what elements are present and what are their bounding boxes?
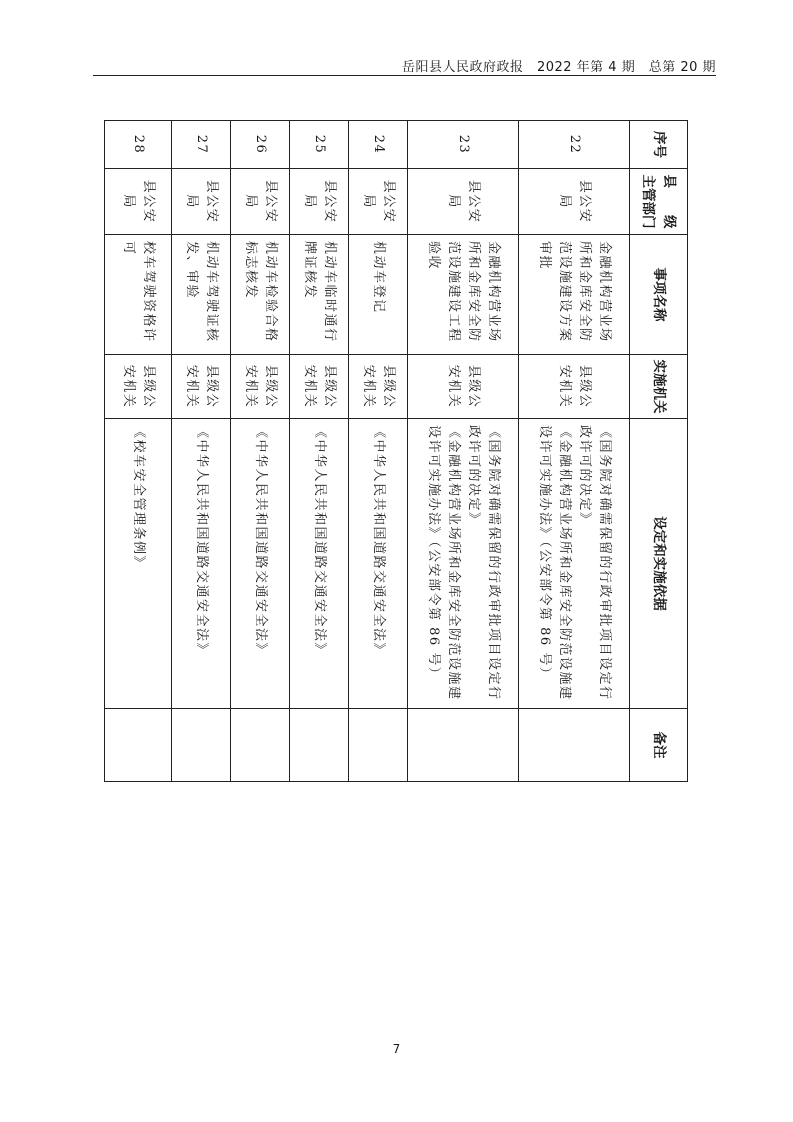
cell-name: 机动车检验合格标志核发 [231, 235, 290, 355]
cell-name: 校车驾驶资格许可 [105, 235, 172, 355]
table-row [105, 121, 172, 782]
cell-agency: 县级公安机关 [349, 355, 408, 419]
cell-dept: 县公安局 [408, 169, 519, 235]
cell-basis: 《中华人民共和国道路交通安全法》 [349, 419, 408, 709]
table-row [290, 121, 349, 782]
cell-basis: 《中华人民共和国道路交通安全法》 [231, 419, 290, 709]
cell-basis: 《中华人民共和国道路交通安全法》 [290, 419, 349, 709]
header-dept: 县 级 主管部门 [630, 169, 688, 235]
cell-note [349, 709, 408, 782]
header-rule [93, 75, 716, 76]
cell-basis: 《国务院对确需保留的行政审批项目设定行政许可的决定》 《金融机构营业场所和金库安全防范设施建设许可实施办法》（公安部令第 86 号） [519, 419, 630, 709]
rotated-table-wrapper [105, 120, 688, 781]
cell-basis: 《校车安全管理条例》 [105, 419, 172, 709]
cell-agency: 县级公安机关 [172, 355, 231, 419]
cell-basis: 《国务院对确需保留的行政审批项目设定行政许可的决定》 《金融机构营业场所和金库安全防范设施建设许可实施办法》（公安部令第 86 号） [408, 419, 519, 709]
table-row [349, 121, 408, 782]
items-table [104, 120, 688, 782]
cell-seq: 23 [408, 121, 519, 169]
header-note: 备注 [630, 709, 688, 782]
table-row [408, 121, 519, 782]
cell-name: 机动车登记 [349, 235, 408, 355]
table-row [519, 121, 630, 782]
table-header-row [630, 121, 688, 782]
cell-seq: 27 [172, 121, 231, 169]
table-row [172, 121, 231, 782]
cell-note [105, 709, 172, 782]
cell-seq: 24 [349, 121, 408, 169]
cell-name: 金融机构营业场所和金库安全防范设施建设工程验收 [408, 235, 519, 355]
cell-dept: 县公安局 [349, 169, 408, 235]
page-header: 岳阳县人民政府政报 2022 年第 4 期 总第 20 期 [401, 60, 716, 75]
cell-dept: 县公安局 [519, 169, 630, 235]
cell-agency: 县级公安机关 [105, 355, 172, 419]
header-seq: 序号 [630, 121, 688, 169]
header-name: 事项名称 [630, 235, 688, 355]
cell-dept: 县公安局 [231, 169, 290, 235]
cell-basis: 《中华人民共和国道路交通安全法》 [172, 419, 231, 709]
page-number: 7 [392, 1042, 401, 1056]
cell-note [519, 709, 630, 782]
table-row [231, 121, 290, 782]
cell-seq: 22 [519, 121, 630, 169]
cell-dept: 县公安局 [172, 169, 231, 235]
cell-agency: 县级公安机关 [290, 355, 349, 419]
cell-name: 金融机构营业场所和金库安全防范设施建设方案审批 [519, 235, 630, 355]
cell-note [231, 709, 290, 782]
cell-seq: 25 [290, 121, 349, 169]
cell-dept: 县公安局 [290, 169, 349, 235]
cell-agency: 县级公安机关 [408, 355, 519, 419]
cell-name: 机动车驾驶证核发、审验 [172, 235, 231, 355]
cell-agency: 县级公安机关 [231, 355, 290, 419]
cell-seq: 28 [105, 121, 172, 169]
cell-agency: 县级公安机关 [519, 355, 630, 419]
cell-seq: 26 [231, 121, 290, 169]
header-agency: 实施机关 [630, 355, 688, 419]
cell-note [290, 709, 349, 782]
cell-name: 机动车临时通行牌证核发 [290, 235, 349, 355]
header-basis: 设定和实施依据 [630, 419, 688, 709]
cell-dept: 县公安局 [105, 169, 172, 235]
cell-note [408, 709, 519, 782]
cell-note [172, 709, 231, 782]
